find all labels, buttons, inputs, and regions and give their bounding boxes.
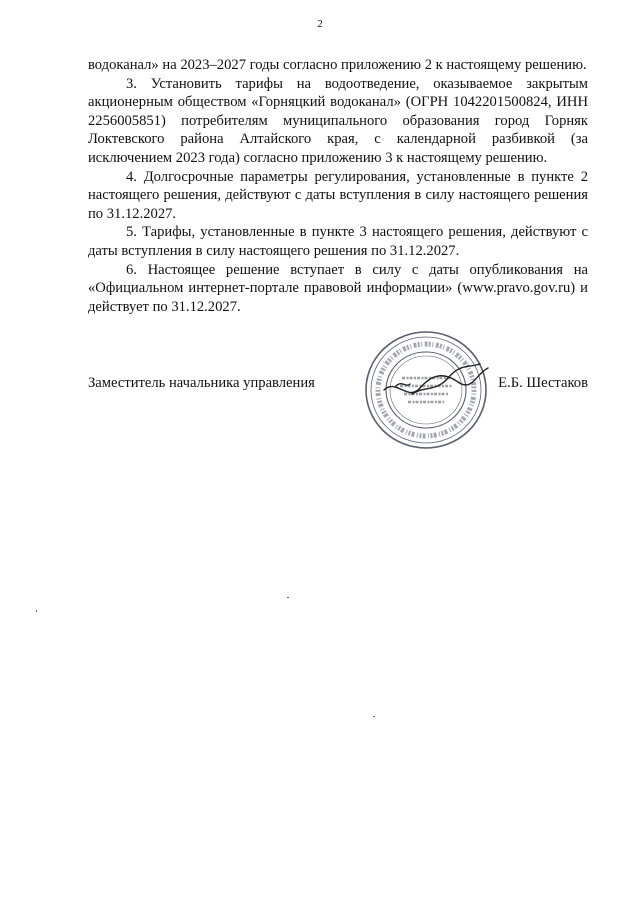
paragraph-item-3: 3. Установить тарифы на водоотведение, оказываемое закрытым акционерным обществом «Горняцкий водоканал» (ОГРН 1042201500824, ИНН 2256005851) потребителям муниципального образования город Горняк Локтевского района Алтайского края, с календарной разбивкой (за исключением 2023 года) согласно приложению 3 к настоящему решению.	[88, 75, 588, 166]
signatory-title: Заместитель начальника управления	[88, 375, 315, 391]
paragraph-continuation: водоканал» на 2023–2027 годы согласно приложению 2 к настоящему решению.	[88, 57, 587, 73]
scan-speck	[287, 597, 289, 598]
scan-speck	[36, 610, 37, 612]
paragraph-item-6: 6. Настоящее решение вступает в силу с даты опубликования на «Официальном интернет-портале правовой информации» (www.pravo.gov.ru) и действует по 31.12.2027.	[88, 261, 588, 315]
paragraph-item-4: 4. Долгосрочные параметры регулирования, установленные в пункте 2 настоящего решения, действуют с даты вступления в силу настоящего решения по 31.12.2027.	[88, 168, 588, 222]
official-seal-stamp	[362, 328, 490, 452]
signature-block	[88, 374, 588, 394]
scan-speck	[373, 716, 375, 717]
paragraph-item-5: 5. Тарифы, установленные в пункте 3 настоящего решения, действуют с даты вступления в силу настоящего решения по 31.12.2027.	[88, 224, 588, 259]
page-number: 2	[317, 18, 323, 30]
signatory-name: Е.Б. Шестаков	[498, 375, 588, 391]
document-body	[88, 56, 588, 316]
